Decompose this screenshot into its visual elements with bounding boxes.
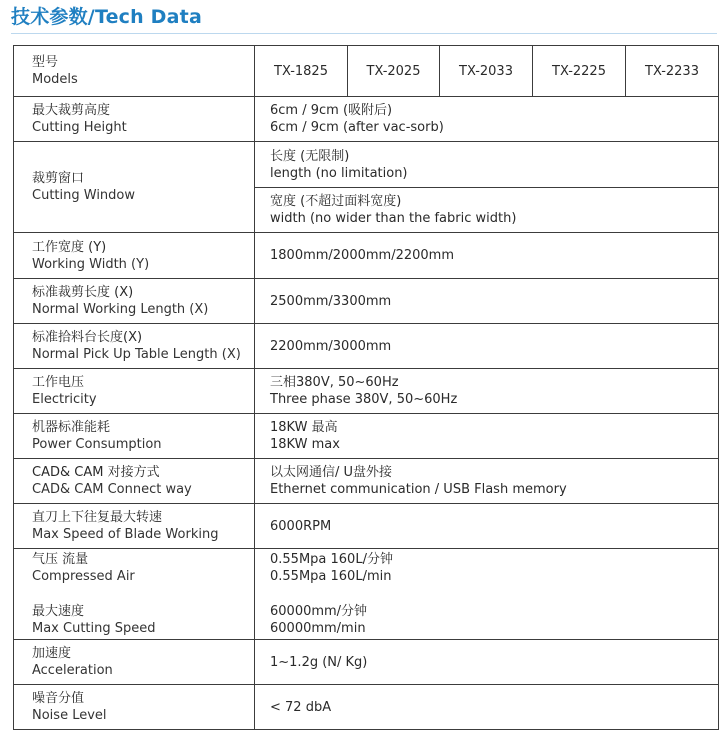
label-cn: 工作宽度 (Y) xyxy=(32,239,107,255)
label-cn: 最大速度 xyxy=(32,604,85,619)
label-en: Electricity xyxy=(32,392,97,407)
label-cn: 工作电压 xyxy=(32,375,85,390)
label-cn: 标准拾料台长度(X) xyxy=(32,330,143,345)
label-en: CAD& CAM Connect way xyxy=(32,482,192,497)
row-label xyxy=(14,142,255,233)
row-label xyxy=(14,414,255,459)
label-en: Cutting Height xyxy=(32,120,127,135)
row-label xyxy=(14,97,255,142)
spec-row-cutting-window xyxy=(14,142,719,188)
value-line: 18KW max xyxy=(270,437,340,452)
label-cn: 机器标准能耗 xyxy=(32,420,111,435)
row-label xyxy=(14,685,255,730)
value-line: 2500mm/3300mm xyxy=(270,293,392,309)
model-cell: TX-2025 xyxy=(348,46,440,97)
value-line: Three phase 380V, 50~60Hz xyxy=(270,392,458,407)
spec-row-electricity xyxy=(14,369,719,414)
row-label xyxy=(14,279,255,324)
tech-data-table xyxy=(13,45,719,730)
spec-row-noise xyxy=(14,685,719,730)
label-cn: 气压 流量 xyxy=(32,552,89,567)
label-cn: 型号 xyxy=(32,55,59,70)
row-label xyxy=(14,504,255,549)
label-cn: 最大裁剪高度 xyxy=(32,103,111,118)
value-line: 2200mm/3000mm xyxy=(270,338,392,354)
row-label xyxy=(14,369,255,414)
row-value xyxy=(255,188,719,233)
label-en: Max Cutting Speed xyxy=(32,621,156,636)
row-label xyxy=(14,324,255,369)
label-cn: 加速度 xyxy=(32,646,72,661)
row-value xyxy=(255,414,719,459)
page-title: 技术参数/Tech Data xyxy=(11,6,202,28)
spec-row-working-width xyxy=(14,233,719,279)
label-en: Models xyxy=(32,72,78,87)
value-line: 宽度 (不超过面料宽度) xyxy=(270,194,402,209)
row-value xyxy=(255,97,719,142)
row-value xyxy=(255,640,719,685)
label-en: Working Width (Y) xyxy=(32,256,150,272)
value-line: 以太网通信/ U盘外接 xyxy=(270,465,393,480)
value-line: 60000mm/min xyxy=(270,621,366,636)
label-en: Noise Level xyxy=(32,708,107,723)
model-cell: TX-1825 xyxy=(255,46,348,97)
value-line: width (no wider than the fabric width) xyxy=(270,211,517,226)
row-value xyxy=(255,504,719,549)
spec-row-cad-cam xyxy=(14,459,719,504)
models-row xyxy=(14,46,719,97)
value-line: 0.55Mpa 160L/分钟 xyxy=(270,552,393,567)
value-line: 6cm / 9cm (吸附后) xyxy=(270,103,393,118)
row-value xyxy=(255,233,719,279)
label-en: Normal Working Length (X) xyxy=(32,302,209,317)
label-cn: 标准裁剪长度 (X) xyxy=(32,285,134,300)
row-label xyxy=(14,640,255,685)
row-value xyxy=(255,324,719,369)
label-cn: CAD& CAM 对接方式 xyxy=(32,465,160,480)
label-en: Normal Pick Up Table Length (X) xyxy=(32,347,241,362)
row-label xyxy=(14,549,255,640)
value-line: < 72 dbA xyxy=(270,699,332,715)
row-value xyxy=(255,279,719,324)
spec-row-blade-speed xyxy=(14,504,719,549)
row-value xyxy=(255,459,719,504)
value-line: 长度 (无限制) xyxy=(270,148,350,164)
value-line: 三相380V, 50~60Hz xyxy=(270,375,399,390)
label-en: Max Speed of Blade Working xyxy=(32,527,219,542)
value-line: 0.55Mpa 160L/min xyxy=(270,569,392,584)
label-en: Compressed Air xyxy=(32,569,135,584)
row-label xyxy=(14,459,255,504)
row-value xyxy=(255,369,719,414)
label-en: Power Consumption xyxy=(32,437,162,452)
value-line: 60000mm/分钟 xyxy=(270,604,368,619)
label-en: Cutting Window xyxy=(32,188,136,203)
row-value xyxy=(255,142,719,188)
spec-row-acceleration xyxy=(14,640,719,685)
spec-row-cutting-height xyxy=(14,97,719,142)
value-line: 6000RPM xyxy=(270,518,332,534)
spec-row-air-and-speed xyxy=(14,549,719,640)
value-line: 18KW 最高 xyxy=(270,420,338,435)
value-line: Ethernet communication / USB Flash memory xyxy=(270,482,567,497)
spec-row-pickup-length xyxy=(14,324,719,369)
label-cn: 噪音分值 xyxy=(32,691,85,706)
value-line: length (no limitation) xyxy=(270,165,408,181)
title-divider xyxy=(11,33,717,34)
label-en: Acceleration xyxy=(32,663,113,678)
label-cn: 裁剪窗口 xyxy=(32,171,85,186)
value-line: 1800mm/2000mm/2200mm xyxy=(270,248,454,263)
value-line: 6cm / 9cm (after vac-sorb) xyxy=(270,120,444,135)
row-value xyxy=(255,549,719,640)
model-cell: TX-2033 xyxy=(440,46,533,97)
spec-row-working-length xyxy=(14,279,719,324)
row-value xyxy=(255,685,719,730)
row-label xyxy=(14,46,255,97)
value-line: 1~1.2g (N/ Kg) xyxy=(270,654,368,670)
label-cn: 直刀上下往复最大转速 xyxy=(32,510,163,525)
spec-row-power xyxy=(14,414,719,459)
model-cell: TX-2233 xyxy=(626,46,719,97)
row-label xyxy=(14,233,255,279)
model-cell: TX-2225 xyxy=(533,46,626,97)
